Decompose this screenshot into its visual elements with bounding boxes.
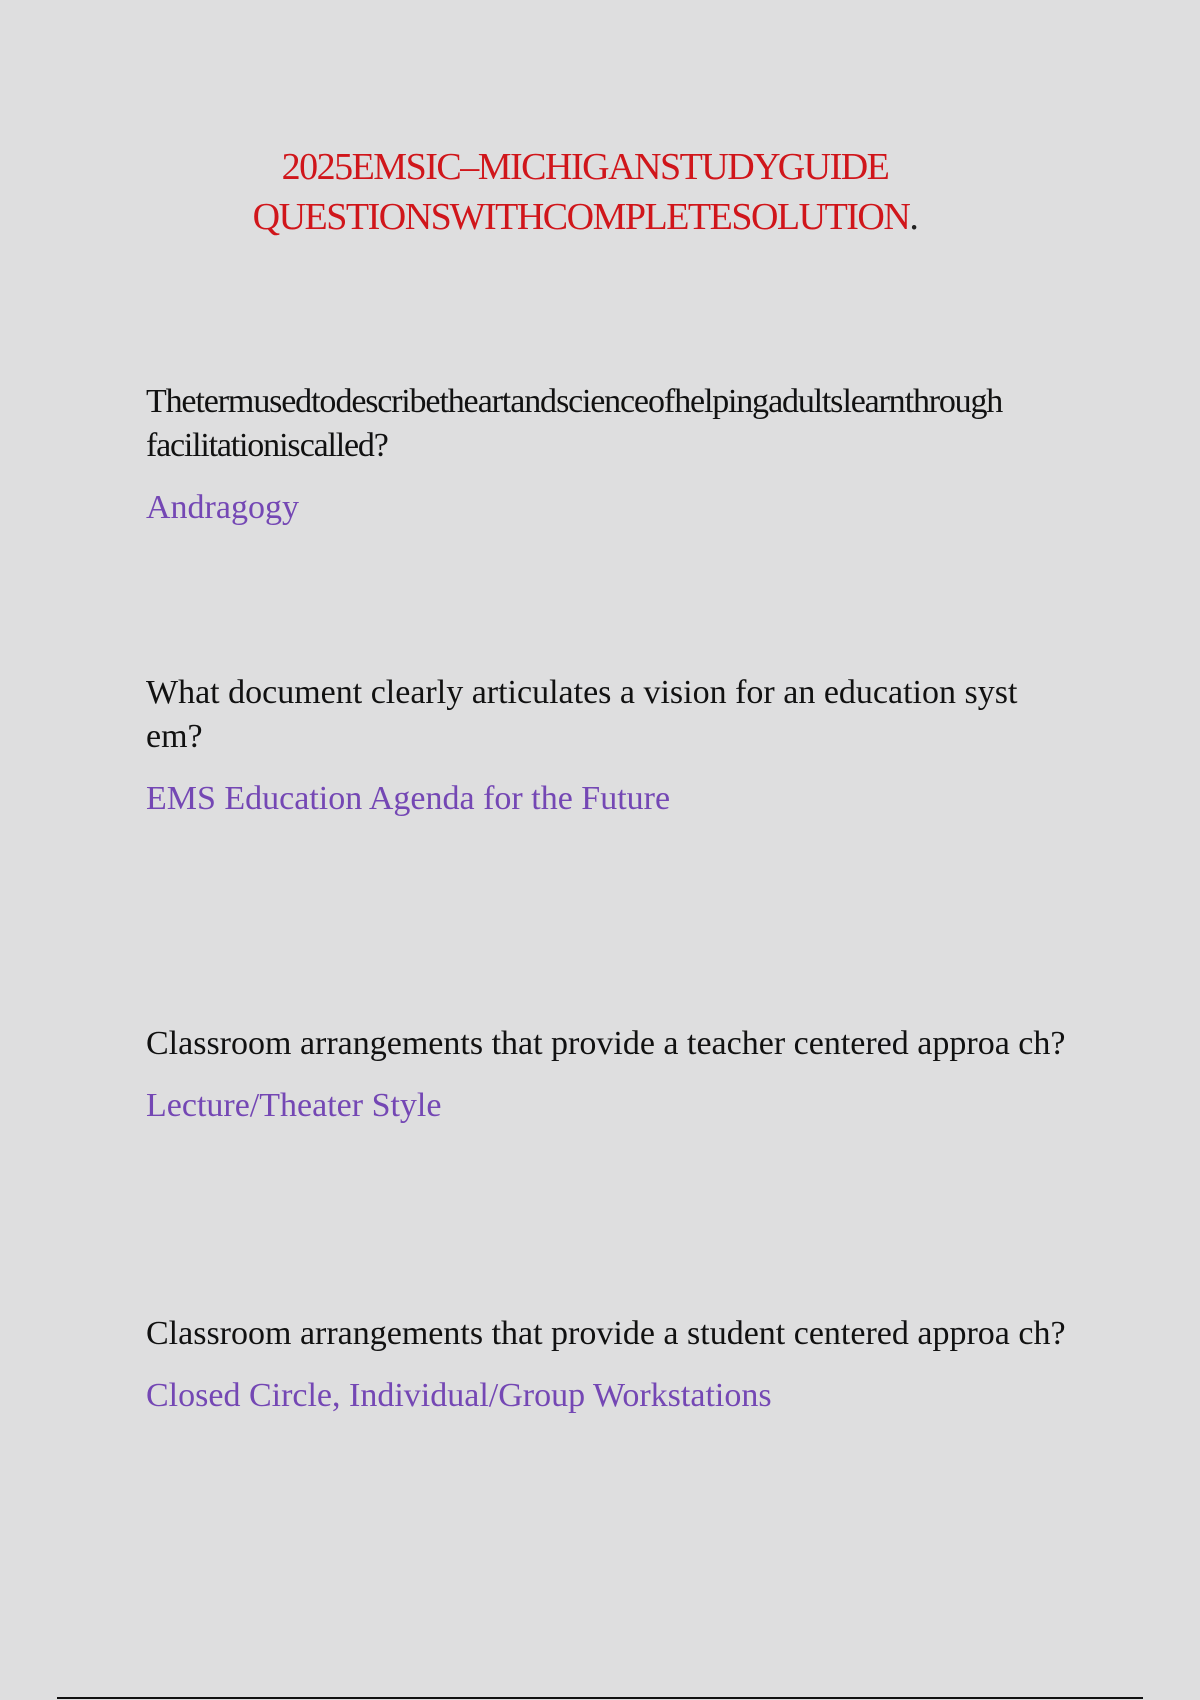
answer-text: Andragogy: [146, 489, 299, 526]
document-title: [0, 142, 1170, 242]
qa-item-3: [146, 1022, 1066, 1128]
question-text: Classroom arrangements that provide a teacher centered approa ch?: [146, 1025, 1066, 1062]
qa-item-4: [146, 1312, 1066, 1418]
question-text: The term used to describe the art and science of helping adults learn through facilitation is called?: [146, 383, 1003, 464]
qa-item-2: [146, 671, 1066, 821]
title-line-2: [0, 192, 1170, 242]
answer-text: EMS Education Agenda for the Future: [146, 780, 671, 817]
question-text: Classroom arrangements that provide a student centered approa ch?: [146, 1315, 1066, 1352]
answer-text: Closed Circle, Individual/Group Workstations: [146, 1377, 772, 1414]
footer-divider: [57, 1697, 1143, 1699]
qa-item-1: [146, 380, 1066, 530]
title-period: .: [909, 196, 918, 238]
title-line-1: 2025 EMSIC – MICHIGAN STUDY GUIDE: [281, 146, 889, 188]
question-text: What document clearly articulates a vision for an education syst em?: [146, 674, 1018, 755]
title-line-2-text: QUESTIONS WITH COMPLETE SOLUTION: [252, 196, 910, 238]
answer-text: Lecture/Theater Style: [146, 1087, 442, 1124]
